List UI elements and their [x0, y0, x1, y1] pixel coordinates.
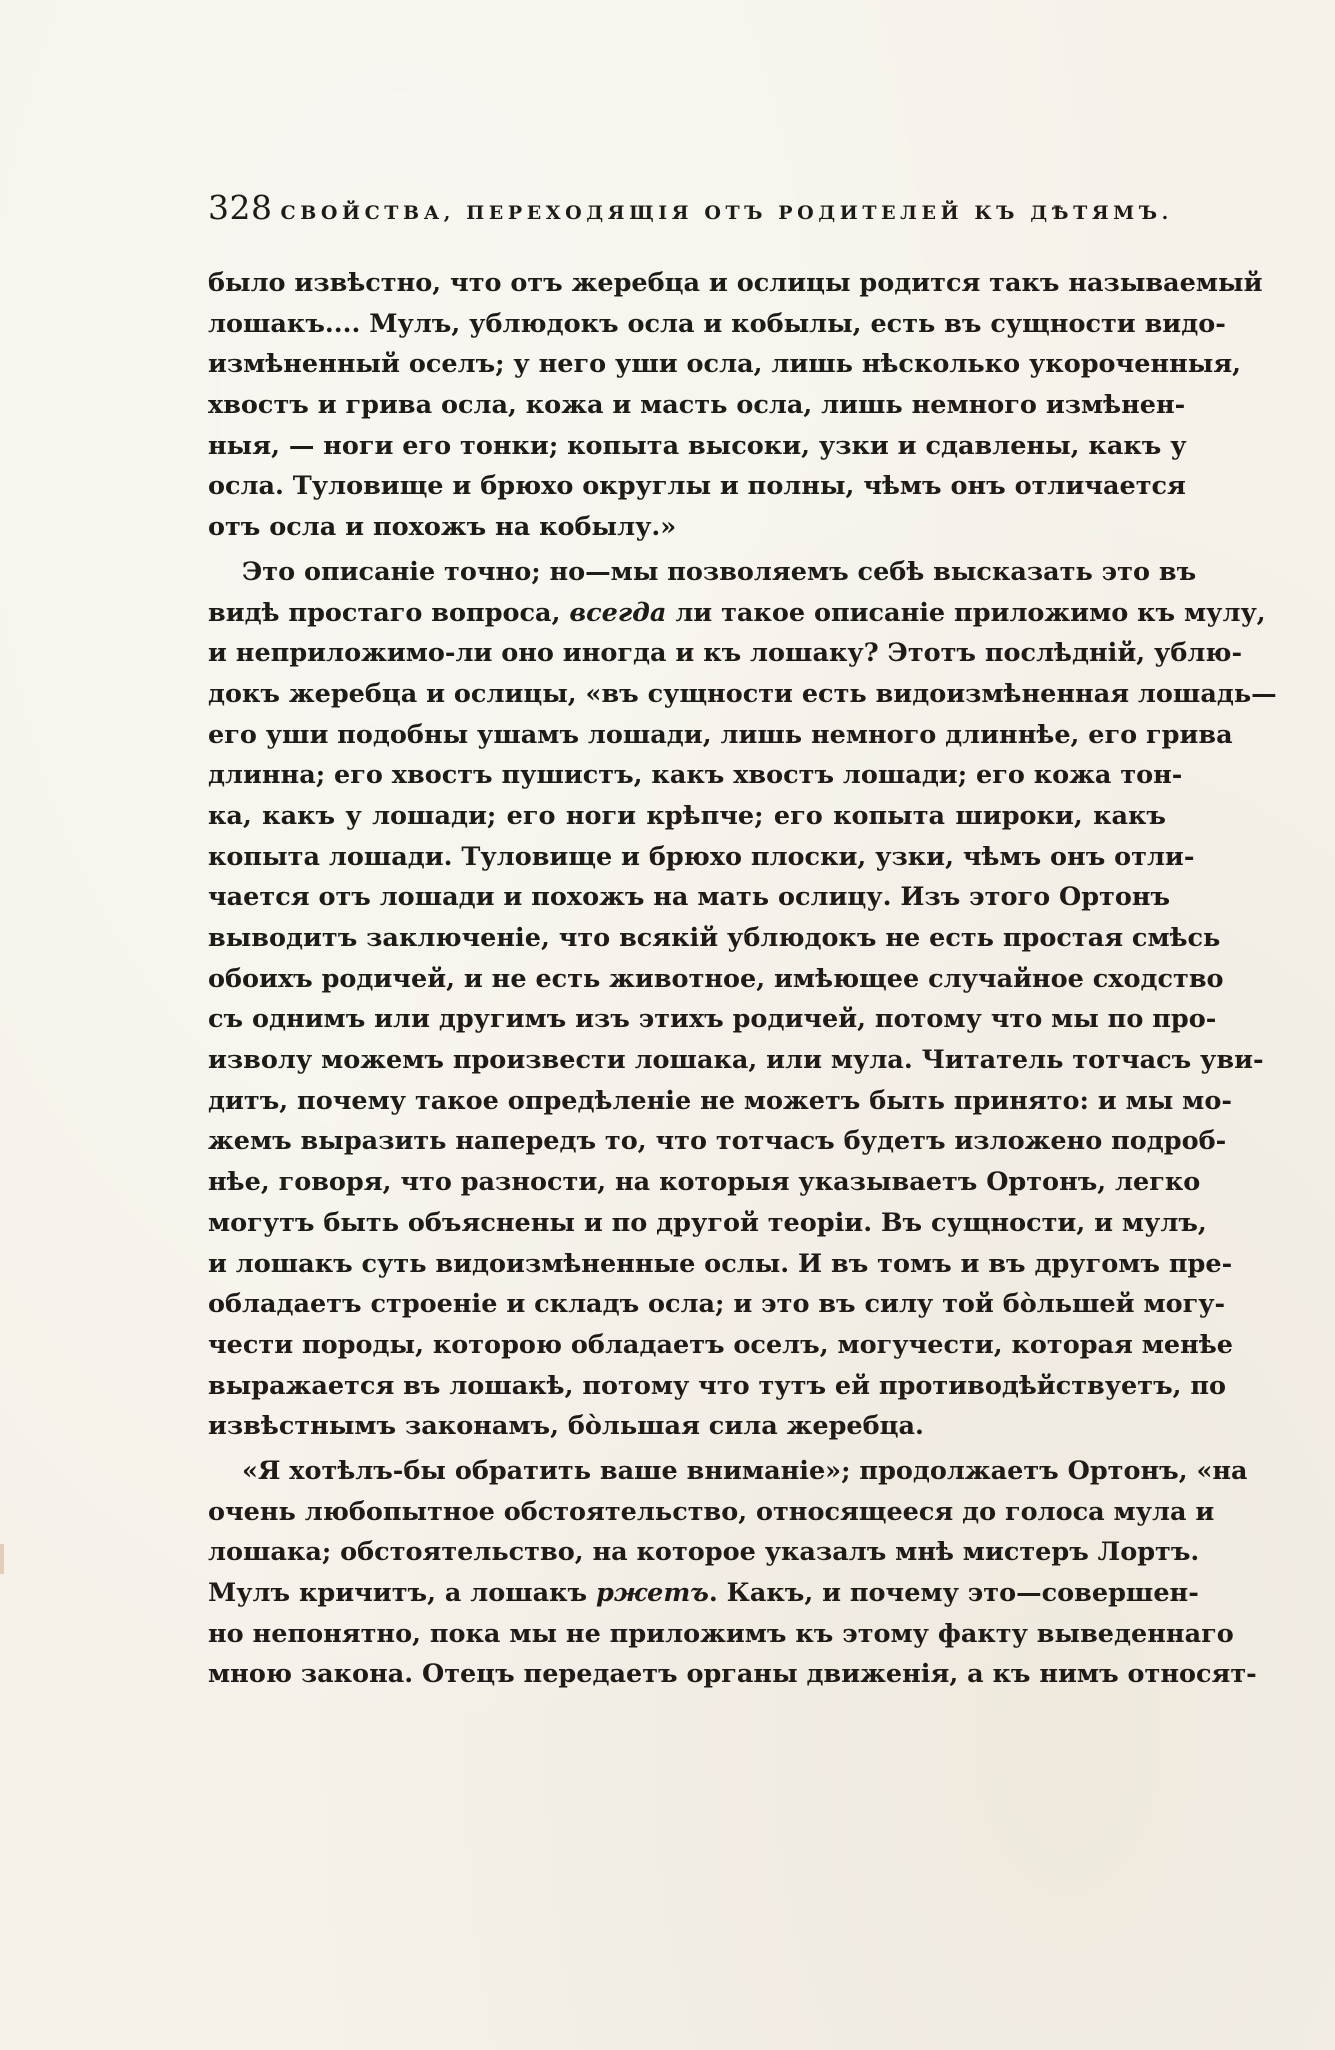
text-line: ка, какъ у лошади; его ноги крѣпче; его копыта широки, какъ: [208, 800, 1166, 831]
text-line: Это описаніе точно; но—мы позволяемъ себѣ высказать это въ: [242, 556, 1197, 587]
text-line: но непонятно, пока мы не приложимъ къ этому факту выведеннаго: [208, 1618, 1234, 1649]
text-line: съ однимъ или другимъ изъ этихъ родичей, потому что мы по про-: [208, 1004, 1217, 1035]
emphasized-word: ржетъ: [596, 1578, 709, 1608]
text-line: отъ осла и похожъ на кобылу.»: [208, 512, 677, 543]
text-line: измѣненный оселъ; у него уши осла, лишь нѣсколько укороченныя,: [208, 349, 1242, 380]
text-segment: видѣ простаго вопроса,: [208, 597, 570, 628]
paper-edge-stain: [0, 1544, 4, 1574]
body-text: [208, 263, 1277, 1695]
text-line: и неприложимо-ли оно иногда и къ лошаку? Этотъ послѣдній, ублю-: [208, 638, 1243, 669]
text-line: его уши подобны ушамъ лошади, лишь немного длиннѣе, его грива: [208, 719, 1233, 750]
text-line: обладаетъ строеніе и складъ осла; и это въ силу той бòльшей могу-: [208, 1289, 1226, 1320]
text-line: ныя, — ноги его тонки; копыта высоки, узки и сдавлены, какъ у: [208, 430, 1187, 461]
page-header: [208, 188, 1173, 228]
text-line: [208, 1573, 1199, 1614]
text-line: докъ жеребца и ослицы, «въ сущности есть видоизмѣненная лошадь—: [208, 678, 1277, 709]
text-line: чается отъ лошади и похожъ на мать ослицу. Изъ этого Ортонъ: [208, 882, 1171, 913]
text-line: жемъ выразить напередъ то, что тотчасъ будетъ изложено подроб-: [208, 1126, 1227, 1157]
text-line: [208, 593, 1266, 634]
text-line: изволу можемъ произвести лошака, или мула. Читатель тотчасъ уви-: [208, 1045, 1264, 1076]
text-line: мною закона. Отецъ передаетъ органы движенія, а къ нимъ относят-: [208, 1659, 1257, 1690]
text-line: копыта лошади. Туловище и брюхо плоски, узки, чѣмъ онъ отли-: [208, 841, 1195, 872]
text-line: лошака; обстоятельство, на которое указалъ мнѣ мистеръ Лортъ.: [208, 1537, 1200, 1568]
text-line: чести породы, которою обладаетъ оселъ, могучести, которая менѣе: [208, 1329, 1233, 1360]
text-line: извѣстнымъ законамъ, бòльшая сила жеребца.: [208, 1411, 924, 1442]
text-line: было извѣстно, что отъ жеребца и ослицы родится такъ называемый: [208, 268, 1263, 298]
text-line: выводитъ заключеніе, что всякій ублюдокъ не есть простая смѣсь: [208, 923, 1221, 953]
text-line: лошакъ.... Мулъ, ублюдокъ осла и кобылы, есть въ сущности видо-: [208, 308, 1226, 339]
text-segment: . Какъ, и почему это—совершен-: [708, 1578, 1199, 1608]
emphasized-word: всегда: [569, 597, 667, 628]
text-line: хвостъ и грива осла, кожа и масть осла, лишь немного измѣнен-: [208, 390, 1186, 421]
text-line: осла. Туловище и брюхо округлы и полны, чѣмъ онъ отличается: [208, 471, 1186, 502]
text-segment: ли такое описаніе приложимо къ мулу,: [666, 597, 1266, 628]
text-line: обоихъ родичей, и не есть животное, имѣющее случайное сходство: [208, 963, 1224, 994]
text-segment: Мулъ кричитъ, а лошакъ: [208, 1578, 596, 1608]
text-line: нѣе, говоря, что разности, на которыя указываетъ Ортонъ, легко: [208, 1167, 1201, 1198]
text-line: «Я хотѣлъ-бы обратить ваше вниманіе»; продолжаетъ Ортонъ, «на: [242, 1455, 1248, 1486]
text-line: могутъ быть объяснены и по другой теоріи. Въ сущности, и мулъ,: [208, 1207, 1207, 1238]
page-number: 328: [208, 188, 273, 227]
text-line: выражается въ лошакѣ, потому что тутъ ей противодѣйствуетъ, по: [208, 1370, 1227, 1401]
running-title: СВОЙСТВА, ПЕРЕХОДЯЩІЯ ОТЪ РОДИТЕЛЕЙ КЪ ДѢТЯМЪ.: [280, 202, 1173, 224]
text-line: дитъ, почему такое опредѣленіе не можетъ быть принято: и мы мо-: [208, 1085, 1232, 1116]
text-line: и лошакъ суть видоизмѣненные ослы. И въ томъ и въ другомъ пре-: [208, 1248, 1233, 1279]
text-line: длинна; его хвостъ пушистъ, какъ хвостъ лошади; его кожа тон-: [208, 760, 1183, 791]
text-line: очень любопытное обстоятельство, относящееся до голоса мула и: [208, 1496, 1215, 1527]
